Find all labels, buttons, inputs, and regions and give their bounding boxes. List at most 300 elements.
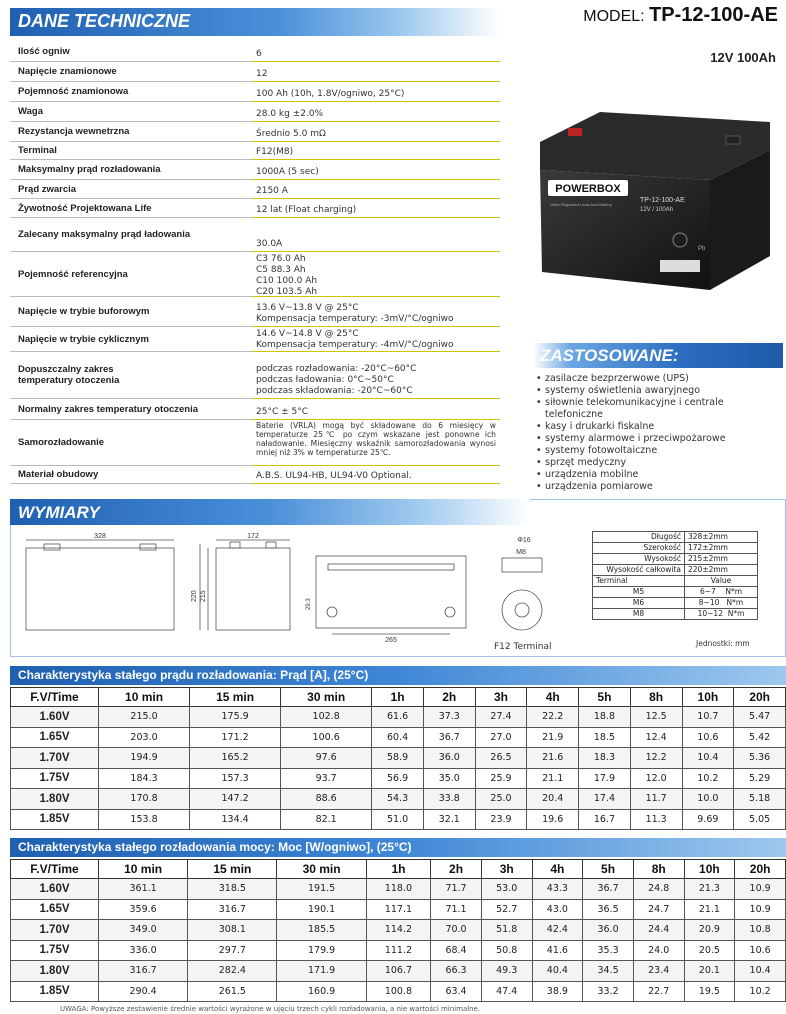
table-cell: 10.2 — [682, 768, 734, 789]
battery-model: TP-12-100-AE — [640, 197, 685, 204]
table-cell: 21.1 — [684, 899, 735, 920]
table-cell: 56.9 — [372, 768, 424, 789]
table-row — [11, 768, 786, 789]
spec-value: 1000A (5 sec) — [256, 167, 319, 177]
table-cell: 5.05 — [734, 809, 786, 830]
spec-row — [10, 199, 500, 218]
table-cell: 24.7 — [633, 899, 684, 920]
dimension-name: Wysokość — [593, 554, 685, 565]
torque-header — [593, 576, 758, 587]
spec-row — [10, 42, 500, 62]
spec-value: Średnio 5.0 mΩ — [256, 129, 326, 139]
row-header: 1.80V — [11, 961, 99, 982]
table-row — [11, 707, 786, 728]
table-row — [11, 961, 786, 982]
dim-height: 215 — [200, 590, 207, 602]
spec-value: 12 — [256, 69, 268, 79]
barcode-icon — [660, 260, 700, 272]
dim-terminal-spacing: 265 — [385, 637, 397, 644]
table-cell: 25.0 — [475, 789, 527, 810]
table-cell: 10.7 — [682, 707, 734, 728]
table-cell: 5.47 — [734, 707, 786, 728]
table-cell: 9.69 — [682, 809, 734, 830]
table-cell: 147.2 — [190, 789, 281, 810]
current-table-bar — [10, 666, 786, 685]
terminal-caption: F12 Terminal — [494, 642, 552, 652]
table-cell: 58.9 — [372, 748, 424, 769]
torque-value: 8~10 N*m — [685, 598, 758, 609]
spec-value: 25°C ± 5°C — [256, 407, 309, 417]
spec-label: Żywotność Projektowana Life — [18, 202, 152, 214]
application-item: • zasilacze bezprzerwowe (UPS) — [536, 373, 781, 385]
table-cell: 10.9 — [735, 899, 786, 920]
spec-value: C3 76.0 Ah C5 88.3 Ah C10 100.0 Ah C20 103.5 Ah — [256, 254, 318, 297]
table-cell: 10.2 — [735, 981, 786, 1002]
dimension-name: Długość — [593, 532, 685, 543]
application-item: • urządzenia mobilne — [536, 469, 781, 481]
spec-label: Pojemność znamionowa — [18, 86, 129, 97]
table-cell: 160.9 — [277, 981, 366, 1002]
spec-row — [10, 160, 500, 180]
table-cell: 114.2 — [366, 920, 431, 941]
table-cell: 102.8 — [281, 707, 372, 728]
units-note: Jednostki: mm — [696, 639, 750, 648]
spec-label: Rezystancja wewnetrzna — [18, 126, 130, 137]
table-cell: 10.4 — [682, 748, 734, 769]
application-item: • systemy oświetlenia awaryjnego — [536, 385, 781, 397]
spec-row — [10, 62, 500, 82]
spec-row — [10, 102, 500, 122]
row-header: 1.65V — [11, 899, 99, 920]
torque-value: 6~7 N*m — [685, 587, 758, 598]
table-cell: 53.0 — [481, 879, 532, 900]
column-header: 4h — [532, 860, 583, 879]
table-header-row — [11, 860, 786, 879]
applications-list — [536, 373, 781, 493]
side-view — [200, 540, 290, 630]
table-row — [11, 879, 786, 900]
column-header: 2h — [431, 860, 482, 879]
table-row — [11, 789, 786, 810]
table-cell: 47.4 — [481, 981, 532, 1002]
table-cell: 171.2 — [190, 727, 281, 748]
application-item: • kasy i drukarki fiskalne — [536, 421, 781, 433]
spec-row — [10, 420, 500, 466]
table-cell: 43.3 — [532, 879, 583, 900]
table-row — [11, 920, 786, 941]
table-cell: 20.9 — [684, 920, 735, 941]
column-header: 20h — [735, 860, 786, 879]
table-cell: 54.3 — [372, 789, 424, 810]
column-header: 3h — [475, 688, 527, 707]
application-item: • urządzenia pomiarowe — [536, 481, 781, 493]
row-header: 1.60V — [11, 879, 99, 900]
column-header: 20h — [734, 688, 786, 707]
row-header: 1.85V — [11, 809, 99, 830]
table-cell: 203.0 — [99, 727, 190, 748]
spec-row — [10, 466, 500, 484]
spec-row — [10, 252, 500, 297]
table-cell: 32.1 — [423, 809, 475, 830]
table-cell: 21.3 — [684, 879, 735, 900]
table-cell: 290.4 — [99, 981, 188, 1002]
column-header: 15 min — [188, 860, 277, 879]
table-cell: 88.6 — [281, 789, 372, 810]
spec-value: 28.0 kg ±2.0% — [256, 109, 324, 119]
table-cell: 50.8 — [481, 940, 532, 961]
column-header: F.V/Time — [11, 860, 99, 879]
terminal-negative — [726, 136, 740, 144]
row-header: 1.75V — [11, 768, 99, 789]
table-cell: 61.6 — [372, 707, 424, 728]
terminal-positive — [568, 128, 582, 136]
dimension-value: 220±2mm — [685, 565, 758, 576]
spec-label: Dopuszczalny zakres temperatury otoczenia — [18, 363, 120, 386]
table-cell: 71.1 — [431, 899, 482, 920]
spec-label: Pojemność referencyjna — [18, 268, 128, 280]
spec-label: Terminal — [18, 145, 57, 156]
table-cell: 20.4 — [527, 789, 579, 810]
table-cell: 336.0 — [99, 940, 188, 961]
table-cell: 26.5 — [475, 748, 527, 769]
table-cell: 318.5 — [188, 879, 277, 900]
terminal-side — [502, 558, 542, 572]
table-row — [11, 809, 786, 830]
table-cell: 38.9 — [532, 981, 583, 1002]
dimension-value: 215±2mm — [685, 554, 758, 565]
spec-row — [10, 142, 500, 160]
column-header: 30 min — [277, 860, 366, 879]
table-cell: 16.7 — [579, 809, 631, 830]
spec-value: 30.0A — [256, 239, 283, 249]
table-cell: 5.36 — [734, 748, 786, 769]
spec-label: Maksymalny prąd rozładowania — [18, 164, 161, 175]
terminal-drawing — [486, 534, 562, 640]
dimension-value: 172±2mm — [685, 543, 758, 554]
table-cell: 93.7 — [281, 768, 372, 789]
table-cell: 33.8 — [423, 789, 475, 810]
column-header: 1h — [372, 688, 424, 707]
table-cell: 22.2 — [527, 707, 579, 728]
table-cell: 21.6 — [527, 748, 579, 769]
spec-row — [10, 122, 500, 142]
torque-row — [593, 587, 758, 598]
dimension-row — [593, 554, 758, 565]
column-header: F.V/Time — [11, 688, 99, 707]
table-cell: 194.9 — [99, 748, 190, 769]
column-header: 3h — [481, 860, 532, 879]
table-cell: 21.9 — [527, 727, 579, 748]
dimension-drawing — [16, 530, 486, 645]
table-header-row — [11, 688, 786, 707]
battery-brand: POWERBOX — [555, 183, 621, 195]
column-header: 8h — [633, 860, 684, 879]
table-cell: 11.3 — [630, 809, 682, 830]
spec-label: Ilość ogniw — [18, 46, 70, 57]
table-cell: 25.9 — [475, 768, 527, 789]
spec-value: 6 — [256, 49, 262, 59]
column-header: 5h — [583, 860, 634, 879]
table-cell: 282.4 — [188, 961, 277, 982]
spec-row — [10, 327, 500, 352]
torque-terminal: M8 — [593, 609, 685, 620]
table-cell: 52.7 — [481, 899, 532, 920]
current-table — [10, 687, 786, 830]
spec-row — [10, 218, 500, 252]
dimensions-title: WYMIARY — [18, 503, 100, 522]
table-cell: 10.0 — [682, 789, 734, 810]
spec-value: A.B.S. UL94-HB, UL94-V0 Optional. — [256, 471, 412, 481]
table-cell: 18.3 — [579, 748, 631, 769]
table-cell: 40.4 — [532, 961, 583, 982]
dim-terminal-height: 29.3 — [306, 598, 312, 610]
application-item: • siłownie telekomunikacyjne i centrale telefoniczne — [536, 397, 781, 421]
column-header: 15 min — [190, 688, 281, 707]
power-table — [10, 859, 786, 1002]
column-header: 10 min — [99, 688, 190, 707]
table-cell: 71.7 — [431, 879, 482, 900]
spec-label: Normalny zakres temperatury otoczenia — [18, 403, 199, 415]
terminal-top — [502, 590, 542, 630]
table-cell: 36.0 — [583, 920, 634, 941]
table-cell: 24.4 — [633, 920, 684, 941]
table-cell: 118.0 — [366, 879, 431, 900]
table-cell: 42.4 — [532, 920, 583, 941]
table-cell: 33.2 — [583, 981, 634, 1002]
column-header: 10h — [684, 860, 735, 879]
table-cell: 12.4 — [630, 727, 682, 748]
table-cell: 171.9 — [277, 961, 366, 982]
table-cell: 134.4 — [190, 809, 281, 830]
table-cell: 17.9 — [579, 768, 631, 789]
spec-label: Napięcie w trybie buforowym — [18, 306, 150, 317]
table-cell: 35.0 — [423, 768, 475, 789]
row-header: 1.70V — [11, 748, 99, 769]
row-header: 1.65V — [11, 727, 99, 748]
table-cell: 43.0 — [532, 899, 583, 920]
rating: 12V 100Ah — [710, 50, 776, 65]
table-cell: 170.8 — [99, 789, 190, 810]
top-view — [316, 556, 466, 634]
application-item: • systemy fotowoltaiczne — [536, 445, 781, 457]
spec-row — [10, 82, 500, 102]
spec-label: Prąd zwarcia — [18, 183, 77, 195]
current-table-title: Charakterystyka stałego prądu rozładowania: Prąd [A], (25°C) — [18, 668, 369, 682]
table-cell: 261.5 — [188, 981, 277, 1002]
column-header: 4h — [527, 688, 579, 707]
table-cell: 49.3 — [481, 961, 532, 982]
table-cell: 157.3 — [190, 768, 281, 789]
spec-underline — [252, 483, 500, 484]
table-row — [11, 899, 786, 920]
table-row — [11, 727, 786, 748]
table-cell: 19.5 — [684, 981, 735, 1002]
torque-row — [593, 598, 758, 609]
battery-image — [530, 100, 775, 300]
table-cell: 10.6 — [735, 940, 786, 961]
table-cell: 36.0 — [423, 748, 475, 769]
column-header: 1h — [366, 860, 431, 879]
table-cell: 175.9 — [190, 707, 281, 728]
spec-row — [10, 352, 500, 399]
power-table-title: Charakterystyka stałego rozładowania mocy: Moc [W/ogniwo], (25°C) — [18, 840, 412, 854]
row-header: 1.75V — [11, 940, 99, 961]
table-cell: 179.9 — [277, 940, 366, 961]
table-row — [11, 748, 786, 769]
table-cell: 21.1 — [527, 768, 579, 789]
table-cell: 185.5 — [277, 920, 366, 941]
table-cell: 68.4 — [431, 940, 482, 961]
table-cell: 63.4 — [431, 981, 482, 1002]
torque-value: 10~12 N*m — [685, 609, 758, 620]
column-header: 10 min — [99, 860, 188, 879]
torque-header-terminal: Terminal — [593, 576, 685, 587]
spec-row — [10, 297, 500, 327]
spec-value: 13.6 V~13.8 V @ 25°C Kompensacja temperatury: -3mV/°C/ogniwo — [256, 303, 454, 324]
column-header: 5h — [579, 688, 631, 707]
spec-label: Samorozładowanie — [18, 437, 105, 448]
table-cell: 349.0 — [99, 920, 188, 941]
row-header: 1.80V — [11, 789, 99, 810]
torque-row — [593, 609, 758, 620]
dimension-row — [593, 565, 758, 576]
table-cell: 10.6 — [682, 727, 734, 748]
front-view — [26, 540, 174, 630]
table-cell: 165.2 — [190, 748, 281, 769]
spec-value: 2150 A — [256, 186, 288, 196]
table-cell: 297.7 — [188, 940, 277, 961]
table-cell: 5.18 — [734, 789, 786, 810]
applications-title: ZASTOSOWANE: — [540, 346, 679, 365]
table-cell: 10.9 — [735, 879, 786, 900]
torque-header-value: Value — [685, 576, 758, 587]
table-cell: 51.0 — [372, 809, 424, 830]
table-cell: 23.9 — [475, 809, 527, 830]
spec-row — [10, 180, 500, 199]
table-cell: 36.7 — [423, 727, 475, 748]
spec-value: 12 lat (Float charging) — [256, 205, 357, 215]
table-cell: 117.1 — [366, 899, 431, 920]
dim-length: 328 — [94, 533, 106, 540]
dimension-value: 328±2mm — [685, 532, 758, 543]
table-cell: 100.8 — [366, 981, 431, 1002]
table-cell: 22.7 — [633, 981, 684, 1002]
model-name: TP-12-100-AE — [649, 4, 778, 26]
spec-label: Waga — [18, 106, 43, 117]
table-cell: 20.5 — [684, 940, 735, 961]
footnote: UWAGA: Powyższe zestawienie średnie wartości wyrażone w ujęciu trzech cykli rozładowania, a nie wartości minimalne. — [60, 1005, 481, 1013]
spec-label: Napięcie znamionowe — [18, 66, 117, 77]
table-cell: 20.1 — [684, 961, 735, 982]
dim-width: 172 — [247, 533, 259, 540]
table-cell: 82.1 — [281, 809, 372, 830]
table-cell: 190.1 — [277, 899, 366, 920]
table-cell: 97.6 — [281, 748, 372, 769]
page-title: DANE TECHNICZNE — [18, 11, 191, 31]
table-cell: 12.2 — [630, 748, 682, 769]
table-cell: 10.4 — [735, 961, 786, 982]
table-cell: 106.7 — [366, 961, 431, 982]
dimension-name: Wysokość całkowita — [593, 565, 685, 576]
table-cell: 51.8 — [481, 920, 532, 941]
table-cell: 361.1 — [99, 879, 188, 900]
spec-value: 14.6 V~14.8 V @ 25°C Kompensacja temperatury: -4mV/°C/ogniwo — [256, 329, 454, 350]
table-cell: 34.5 — [583, 961, 634, 982]
table-cell: 27.4 — [475, 707, 527, 728]
dim-bolt: M8 — [516, 549, 526, 556]
model-prefix: MODEL: — [583, 8, 645, 25]
row-header: 1.85V — [11, 981, 99, 1002]
table-cell: 191.5 — [277, 879, 366, 900]
application-item: • sprzęt medyczny — [536, 457, 781, 469]
spec-value: F12(M8) — [256, 147, 294, 157]
table-cell: 27.0 — [475, 727, 527, 748]
table-cell: 18.5 — [579, 727, 631, 748]
table-cell: 19.6 — [527, 809, 579, 830]
table-cell: 316.7 — [188, 899, 277, 920]
table-cell: 23.4 — [633, 961, 684, 982]
table-cell: 70.0 — [431, 920, 482, 941]
table-cell: 11.7 — [630, 789, 682, 810]
power-table-bar — [10, 838, 786, 857]
column-header: 10h — [682, 688, 734, 707]
battery-rating: 12V / 100Ah — [640, 207, 674, 213]
spec-row — [10, 399, 500, 420]
table-cell: 12.5 — [630, 707, 682, 728]
table-cell: 18.8 — [579, 707, 631, 728]
table-cell: 100.6 — [281, 727, 372, 748]
spec-value: podczas rozładowania: -20°C~60°C podczas ładowania: 0°C~50°C podczas składowania: -20°C~60°C — [256, 364, 417, 396]
spec-label: Materiał obudowy — [18, 469, 99, 480]
table-cell: 66.3 — [431, 961, 482, 982]
battery-subtitle: Valve Regulated Lead-Acid Battery — [550, 202, 612, 207]
dim-height-total: 220 — [191, 590, 198, 602]
table-cell: 24.8 — [633, 879, 684, 900]
table-cell: 308.1 — [188, 920, 277, 941]
table-cell: 36.7 — [583, 879, 634, 900]
table-row — [11, 940, 786, 961]
dimension-row — [593, 532, 758, 543]
spec-value: 100 Ah (10h, 1.8V/ogniwo, 25°C) — [256, 89, 405, 99]
spec-label: Napięcie w trybie cyklicznym — [18, 333, 149, 345]
dimensions-table — [592, 531, 758, 620]
table-row — [11, 981, 786, 1002]
table-cell: 359.6 — [99, 899, 188, 920]
table-cell: 10.8 — [735, 920, 786, 941]
terminal-bolt-hole — [515, 603, 529, 617]
model-heading — [583, 4, 778, 27]
dimension-name: Szerokość — [593, 543, 685, 554]
table-cell: 5.42 — [734, 727, 786, 748]
table-cell: 37.3 — [423, 707, 475, 728]
table-cell: 153.8 — [99, 809, 190, 830]
row-header: 1.60V — [11, 707, 99, 728]
column-header: 8h — [630, 688, 682, 707]
row-header: 1.70V — [11, 920, 99, 941]
column-header: 30 min — [281, 688, 372, 707]
spec-value: Baterie (VRLA) mogą być składowane do 6 miesięcy w temperaturze 25℃ po czym wskazane jest ponowne ich naładowanie. Miesięczny wskaźnik samorozładowania wynosi mniej niż 3% w temperaturze 25℃. — [256, 421, 496, 457]
table-cell: 316.7 — [99, 961, 188, 982]
table-cell: 36.5 — [583, 899, 634, 920]
table-cell: 5.29 — [734, 768, 786, 789]
table-cell: 60.4 — [372, 727, 424, 748]
table-cell: 35.3 — [583, 940, 634, 961]
torque-terminal: M5 — [593, 587, 685, 598]
table-cell: 24.0 — [633, 940, 684, 961]
battery-pb: Pb — [698, 246, 706, 252]
application-item: • systemy alarmowe i przeciwpożarowe — [536, 433, 781, 445]
table-cell: 17.4 — [579, 789, 631, 810]
